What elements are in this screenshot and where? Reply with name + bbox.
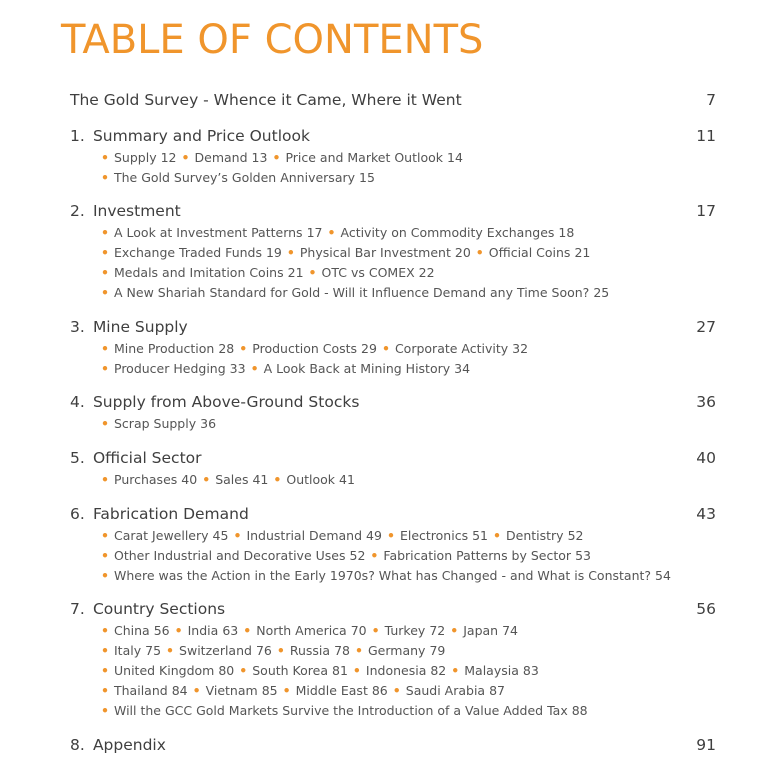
toc-section-number: 4. bbox=[70, 393, 85, 411]
toc-subentry-page: 14 bbox=[447, 150, 463, 165]
bullet-icon: • bbox=[392, 683, 401, 698]
toc-subentry-page: 51 bbox=[472, 528, 488, 543]
toc-subentry-label[interactable]: Vietnam bbox=[205, 683, 258, 698]
toc-subentry-page: 76 bbox=[255, 643, 272, 658]
toc-subentry-label[interactable]: Middle East bbox=[295, 683, 368, 698]
toc-subentry-label[interactable]: Other Industrial and Decorative Uses bbox=[114, 548, 346, 563]
bullet-icon: • bbox=[286, 245, 295, 260]
toc-section bbox=[70, 446, 716, 490]
toc-subentry-label[interactable]: Turkey bbox=[384, 623, 426, 638]
toc-subentry-label[interactable]: Physical Bar Investment bbox=[299, 245, 451, 260]
toc-subentry-label[interactable]: A Look Back at Mining History bbox=[263, 361, 451, 376]
toc-subentry-label[interactable]: United Kingdom bbox=[114, 663, 215, 678]
toc-subentry-page: 36 bbox=[200, 416, 217, 431]
bullet-icon: • bbox=[239, 341, 248, 356]
toc-subentry-line bbox=[101, 339, 716, 359]
bullet-icon: • bbox=[181, 150, 190, 165]
bullet-icon: • bbox=[386, 528, 395, 543]
toc-subentry-line bbox=[101, 661, 716, 681]
toc-section-title: Summary and Price Outlook bbox=[92, 127, 310, 145]
bullet-icon: • bbox=[282, 683, 291, 698]
toc-section-title-group bbox=[70, 318, 188, 336]
toc-subentry-page: 72 bbox=[429, 623, 446, 638]
toc-subentry-label[interactable]: China bbox=[114, 623, 150, 638]
toc-subentry-page: 25 bbox=[593, 285, 610, 300]
toc-subentry-page: 84 bbox=[171, 683, 188, 698]
toc-subentry-page: 63 bbox=[222, 623, 239, 638]
toc-subentry-page: 21 bbox=[574, 245, 591, 260]
toc-subentry-line bbox=[101, 470, 716, 490]
bullet-icon: • bbox=[101, 623, 109, 638]
toc-section-heading[interactable] bbox=[70, 446, 716, 470]
toc-subentry-line bbox=[101, 414, 716, 434]
bullet-icon: • bbox=[327, 225, 336, 240]
toc-subentry-line bbox=[101, 243, 716, 263]
toc-subentry-page: 19 bbox=[265, 245, 282, 260]
bullet-icon: • bbox=[250, 361, 259, 376]
toc-subentry-label[interactable]: Scrap Supply bbox=[114, 416, 197, 431]
bullet-icon: • bbox=[381, 341, 390, 356]
toc-section-number: 5. bbox=[70, 449, 85, 467]
toc-section-page: 40 bbox=[696, 449, 716, 467]
toc-subentry-page: 88 bbox=[571, 703, 588, 718]
toc-subentry-page: 82 bbox=[430, 663, 447, 678]
toc-subentry-label[interactable]: South Korea bbox=[252, 663, 328, 678]
toc-subentry-line bbox=[101, 681, 716, 701]
toc-subentry-page: 12 bbox=[160, 150, 177, 165]
toc-subentry-label[interactable]: Electronics bbox=[399, 528, 469, 543]
toc-subentry-label[interactable]: Germany bbox=[367, 643, 426, 658]
toc-subentry-page: 87 bbox=[489, 683, 505, 698]
bullet-icon: • bbox=[202, 472, 211, 487]
toc-subentry-label[interactable]: Indonesia bbox=[365, 663, 427, 678]
toc-subentry-page: 33 bbox=[229, 361, 246, 376]
toc-subentry-line bbox=[101, 641, 716, 661]
toc-section-heading[interactable] bbox=[70, 315, 716, 339]
bullet-icon: • bbox=[101, 683, 109, 698]
toc-subentry-label[interactable]: Thailand bbox=[114, 683, 168, 698]
toc-subentry-line bbox=[101, 263, 716, 283]
toc-intro-page: 7 bbox=[706, 91, 716, 109]
toc-subentry-page: 22 bbox=[418, 265, 435, 280]
bullet-icon: • bbox=[101, 150, 109, 165]
toc-subentry-label[interactable]: Will the GCC Gold Markets Survive the Introduction of a Value Added Tax bbox=[114, 703, 568, 718]
bullet-icon: • bbox=[308, 265, 317, 280]
toc-section bbox=[70, 390, 716, 434]
toc-subentry-page: 40 bbox=[181, 472, 198, 487]
toc-subentry-label[interactable]: Price and Market Outlook bbox=[285, 150, 444, 165]
bullet-icon: • bbox=[101, 170, 109, 185]
toc-section-title: Fabrication Demand bbox=[92, 505, 249, 523]
toc-subentry-page: 52 bbox=[349, 548, 366, 563]
toc-subentry-page: 21 bbox=[287, 265, 304, 280]
toc-section-title: Appendix bbox=[92, 736, 166, 754]
bullet-icon: • bbox=[101, 568, 109, 583]
toc-subentry-label[interactable]: Production Costs bbox=[252, 341, 358, 356]
toc-subentry-label[interactable]: Supply bbox=[114, 150, 157, 165]
toc-section-title-group bbox=[70, 393, 359, 411]
toc-subentry-page: 34 bbox=[454, 361, 471, 376]
toc-subentry-page: 83 bbox=[522, 663, 539, 678]
toc-section bbox=[70, 733, 716, 757]
bullet-icon: • bbox=[101, 285, 109, 300]
toc-subentry-line bbox=[101, 566, 716, 586]
toc-subentry-page: 17 bbox=[306, 225, 323, 240]
toc-subentry-label[interactable]: Switzerland bbox=[179, 643, 252, 658]
bullet-icon: • bbox=[101, 225, 109, 240]
toc-subentry-line bbox=[101, 223, 716, 243]
toc-subentry-label[interactable]: Carat Jewellery bbox=[114, 528, 209, 543]
toc-subentry-page: 53 bbox=[575, 548, 591, 563]
bullet-icon: • bbox=[192, 683, 201, 698]
bullet-icon: • bbox=[450, 623, 459, 638]
toc-subentry-label[interactable]: Corporate Activity bbox=[394, 341, 509, 356]
toc-subentry-label[interactable]: Producer Hedging bbox=[114, 361, 226, 376]
bullet-icon: • bbox=[243, 623, 252, 638]
toc-section-title-group bbox=[70, 127, 310, 145]
toc-section-page: 27 bbox=[696, 318, 716, 336]
toc-subentry-label[interactable]: Exchange Traded Funds bbox=[114, 245, 262, 260]
toc-section-page: 36 bbox=[696, 393, 716, 411]
toc-subentry-line bbox=[101, 359, 716, 379]
toc-subentry-label[interactable]: Italy bbox=[114, 643, 142, 658]
toc-subentry-label[interactable]: Outlook bbox=[286, 472, 336, 487]
toc-subentry-page: 78 bbox=[334, 643, 350, 658]
toc-section-title-group bbox=[70, 505, 249, 523]
toc-section bbox=[70, 199, 716, 303]
toc-intro-entry[interactable] bbox=[70, 88, 716, 112]
toc-section-page: 43 bbox=[696, 505, 716, 523]
toc-subentry-label[interactable]: Japan bbox=[463, 623, 499, 638]
toc-subentry-label[interactable]: India bbox=[187, 623, 219, 638]
toc-subentry-label[interactable]: Mine Production bbox=[114, 341, 215, 356]
toc-section-title-group bbox=[70, 736, 166, 754]
toc-subentry-line bbox=[101, 148, 716, 168]
bullet-icon: • bbox=[101, 663, 109, 678]
bullet-icon: • bbox=[276, 643, 285, 658]
toc-section bbox=[70, 315, 716, 379]
toc-section-heading[interactable] bbox=[70, 390, 716, 414]
toc-section-page: 56 bbox=[696, 600, 716, 618]
toc-section bbox=[70, 124, 716, 188]
toc-subentry-page: 85 bbox=[261, 683, 278, 698]
toc-subentry-label[interactable]: Demand bbox=[194, 150, 248, 165]
toc-subentry-page: 74 bbox=[502, 623, 518, 638]
toc-subentry-label[interactable]: Medals and Imitation Coins bbox=[114, 265, 284, 280]
toc-subentry-label[interactable]: Malaysia bbox=[464, 663, 519, 678]
toc-subentry-page: 49 bbox=[366, 528, 382, 543]
toc-section-heading[interactable] bbox=[70, 733, 716, 757]
toc-subentry-page: 52 bbox=[567, 528, 584, 543]
toc-section-page: 11 bbox=[696, 127, 716, 145]
toc-section-heading[interactable] bbox=[70, 124, 716, 148]
toc-section-title: Investment bbox=[92, 202, 181, 220]
toc-subentry-label[interactable]: Industrial Demand bbox=[246, 528, 363, 543]
bullet-icon: • bbox=[239, 663, 248, 678]
toc-subentry-page: 29 bbox=[361, 341, 377, 356]
toc-subentry-line bbox=[101, 701, 716, 721]
toc-subentry-page: 41 bbox=[339, 472, 355, 487]
bullet-icon: • bbox=[101, 341, 109, 356]
toc-subentry-label[interactable]: A Look at Investment Patterns bbox=[114, 225, 303, 240]
bullet-icon: • bbox=[493, 528, 501, 543]
bullet-icon: • bbox=[101, 528, 109, 543]
toc-subentry-page: 15 bbox=[359, 170, 375, 185]
toc-subentry-page: 13 bbox=[251, 150, 268, 165]
toc-section-heading[interactable] bbox=[70, 199, 716, 223]
toc-section-number: 2. bbox=[70, 202, 85, 220]
bullet-icon: • bbox=[101, 472, 109, 487]
bullet-icon: • bbox=[101, 416, 109, 431]
toc-subentry-page: 41 bbox=[252, 472, 269, 487]
toc-section-number: 3. bbox=[70, 318, 85, 336]
toc-section-title-group bbox=[70, 449, 202, 467]
toc-subentry-label[interactable]: Official Coins bbox=[488, 245, 571, 260]
bullet-icon: • bbox=[101, 703, 109, 718]
toc-subentry-page: 54 bbox=[655, 568, 671, 583]
toc-section-title-group bbox=[70, 600, 225, 618]
toc-subentry-page: 81 bbox=[332, 663, 348, 678]
toc-section-title-group bbox=[70, 202, 181, 220]
toc-subentry-line bbox=[101, 283, 716, 303]
toc-subentry-label[interactable]: North America bbox=[256, 623, 347, 638]
toc-section-page: 91 bbox=[696, 736, 716, 754]
bullet-icon: • bbox=[273, 472, 282, 487]
toc-subentry-line bbox=[101, 168, 716, 188]
toc-subentry-page: 86 bbox=[371, 683, 388, 698]
toc-section-number: 6. bbox=[70, 505, 85, 523]
toc-section-heading[interactable] bbox=[70, 597, 716, 621]
toc-subentry-page: 79 bbox=[429, 643, 446, 658]
page-title: TABLE OF CONTENTS bbox=[61, 17, 484, 63]
bullet-icon: • bbox=[101, 361, 109, 376]
bullet-icon: • bbox=[101, 643, 109, 658]
toc-subentry-line bbox=[101, 621, 716, 641]
toc-subentry-label[interactable]: Where was the Action in the Early 1970s? What has Changed - and What is Constant? bbox=[114, 568, 652, 583]
toc-subentry-page: 56 bbox=[153, 623, 170, 638]
toc-subentry-page: 20 bbox=[454, 245, 471, 260]
toc-subentry-page: 28 bbox=[218, 341, 235, 356]
toc-subentry-page: 18 bbox=[558, 225, 575, 240]
toc-section-page: 17 bbox=[696, 202, 716, 220]
toc-subentry-label[interactable]: OTC vs COMEX bbox=[321, 265, 415, 280]
toc-section-number: 7. bbox=[70, 600, 85, 618]
toc-section-title: Mine Supply bbox=[92, 318, 188, 336]
toc-subentry-label[interactable]: A New Shariah Standard for Gold - Will it Influence Demand any Time Soon? bbox=[114, 285, 590, 300]
toc-section-number: 1. bbox=[70, 127, 85, 145]
toc-subentry-page: 45 bbox=[212, 528, 229, 543]
toc-subentry-label[interactable]: Saudi Arabia bbox=[405, 683, 486, 698]
bullet-icon: • bbox=[451, 663, 460, 678]
toc-subentry-line bbox=[101, 526, 716, 546]
toc-subentry-label[interactable]: Purchases bbox=[114, 472, 178, 487]
bullet-icon: • bbox=[233, 528, 242, 543]
bullet-icon: • bbox=[371, 623, 380, 638]
toc-section-heading[interactable] bbox=[70, 502, 716, 526]
bullet-icon: • bbox=[174, 623, 183, 638]
toc-subentry-page: 80 bbox=[218, 663, 235, 678]
toc-subentry-page: 75 bbox=[145, 643, 162, 658]
bullet-icon: • bbox=[370, 548, 379, 563]
bullet-icon: • bbox=[272, 150, 281, 165]
toc-subentry-label[interactable]: Sales bbox=[215, 472, 249, 487]
toc-section bbox=[70, 502, 716, 586]
bullet-icon: • bbox=[101, 265, 109, 280]
bullet-icon: • bbox=[352, 663, 361, 678]
toc-section-title: Country Sections bbox=[92, 600, 226, 618]
bullet-icon: • bbox=[166, 643, 175, 658]
bullet-icon: • bbox=[354, 643, 363, 658]
toc-section-title: Supply from Above-Ground Stocks bbox=[92, 393, 360, 411]
bullet-icon: • bbox=[101, 548, 109, 563]
toc-subentry-label[interactable]: Dentistry bbox=[506, 528, 564, 543]
toc-subentry-page: 32 bbox=[512, 341, 529, 356]
toc-section bbox=[70, 597, 716, 721]
toc-subentry-label[interactable]: Russia bbox=[289, 643, 331, 658]
toc-subentry-line bbox=[101, 546, 716, 566]
toc-subentry-label[interactable]: Fabrication Patterns by Sector bbox=[383, 548, 572, 563]
toc-subentry-label[interactable]: Activity on Commodity Exchanges bbox=[340, 225, 555, 240]
bullet-icon: • bbox=[101, 245, 109, 260]
toc-section-title: Official Sector bbox=[92, 449, 202, 467]
bullet-icon: • bbox=[475, 245, 484, 260]
toc-subentry-label[interactable]: The Gold Survey’s Golden Anniversary bbox=[114, 170, 356, 185]
toc-intro-label: The Gold Survey - Whence it Came, Where it Went bbox=[70, 91, 462, 109]
toc-section-number: 8. bbox=[70, 736, 85, 754]
toc-subentry-page: 70 bbox=[350, 623, 367, 638]
